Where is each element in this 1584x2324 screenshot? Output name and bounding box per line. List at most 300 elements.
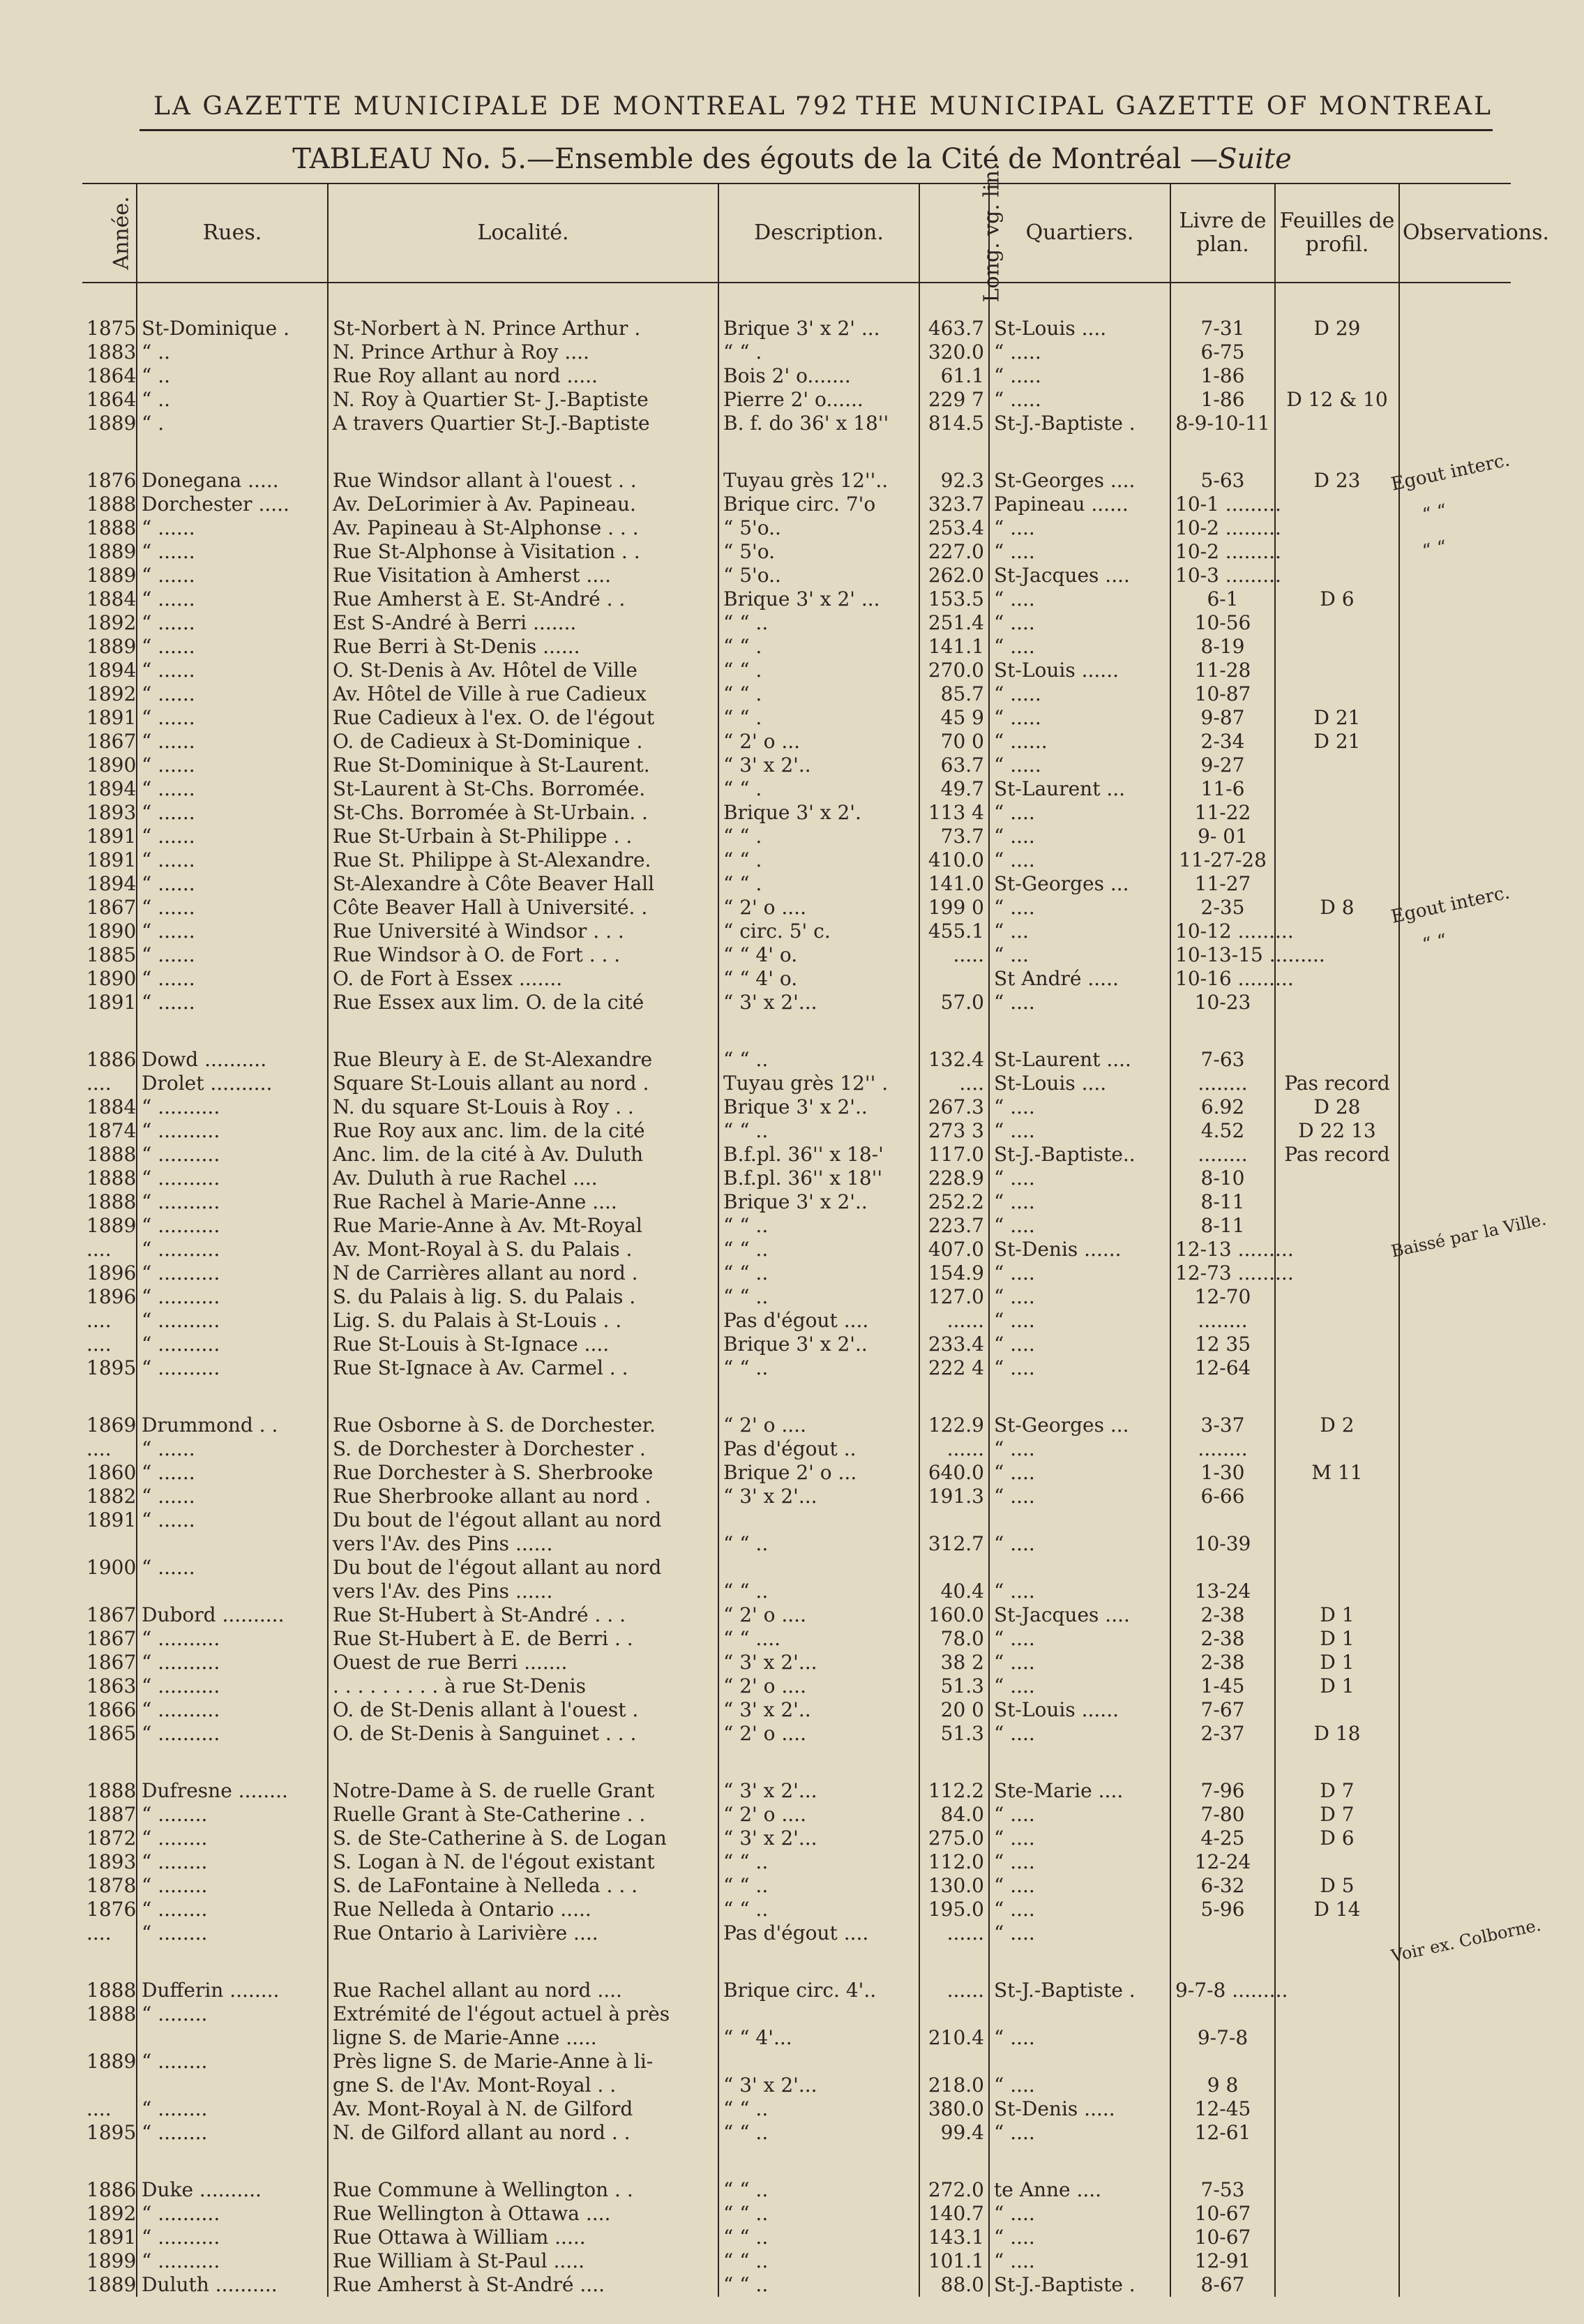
cell-longueur: 88.0	[919, 2273, 989, 2297]
cell-observations	[1399, 1190, 1511, 1214]
cell-description: “ “ ..	[718, 1356, 919, 1380]
cell-longueur: 141.0	[919, 872, 989, 896]
cell-livre-plan: 2-37	[1170, 1722, 1275, 1746]
observation-note: Baissé par la Ville.	[1389, 1209, 1548, 1261]
cell-description: “ 5'o..	[718, 564, 919, 587]
cell-description: Brique circ. 4'..	[718, 1979, 919, 2002]
cell-observations	[1399, 2249, 1511, 2273]
cell-quartier	[989, 2002, 1170, 2026]
cell-livre-plan: 12-13 .........	[1170, 1238, 1275, 1261]
cell-rue: “ ......	[137, 516, 328, 540]
cell-localite: O. de Cadieux à St-Dominique .	[328, 730, 718, 754]
table-row	[82, 801, 1511, 825]
cell-description: “ 3' x 2'...	[718, 1779, 919, 1803]
cell-description: “ “ ..	[718, 1850, 919, 1874]
cell-quartier: “ ....	[989, 2226, 1170, 2249]
cell-description: “ “ ..	[718, 2121, 919, 2145]
cell-observations	[1399, 1485, 1511, 1508]
cell-rue: “ ......	[137, 777, 328, 801]
cell-observations	[1399, 1414, 1511, 1437]
cell-localite: Rue St-Hubert à E. de Berri . .	[328, 1627, 718, 1651]
cell-rue	[137, 1580, 328, 1603]
cell-description: “ “ .	[718, 659, 919, 682]
cell-feuilles-profil: D 1	[1275, 1603, 1399, 1627]
cell-livre-plan: 12-64	[1170, 1356, 1275, 1380]
cell-quartier: “ ....	[989, 2202, 1170, 2226]
cell-rue: “ ..	[137, 340, 328, 364]
cell-longueur: 51.3	[919, 1722, 989, 1746]
cell-localite: S. de LaFontaine à Nelleda . . .	[328, 1874, 718, 1898]
table-row	[82, 2074, 1511, 2097]
cell-observations	[1399, 1167, 1511, 1190]
cell-rue: “ ..........	[137, 1167, 328, 1190]
cell-longueur: 85.7	[919, 682, 989, 706]
cell-longueur: 270.0	[919, 659, 989, 682]
cell-annee: 1874	[86, 1119, 137, 1142]
cell-annee: ....	[86, 2097, 112, 2120]
group-spacer	[82, 1945, 1511, 1979]
cell-annee: 1886	[86, 1048, 137, 1071]
cell-longueur: 312.7	[919, 1532, 989, 1556]
cell-localite: vers l'Av. des Pins ......	[328, 1532, 718, 1556]
cell-rue: “ ......	[137, 1508, 328, 1532]
cell-quartier: “ .....	[989, 682, 1170, 706]
cell-observations	[1399, 1722, 1511, 1746]
cell-observations	[1399, 1580, 1511, 1603]
cell-quartier: “ ....	[989, 1214, 1170, 1238]
cell-longueur: 84.0	[919, 1803, 989, 1827]
cell-description: “ 2' o ....	[718, 1603, 919, 1627]
cell-rue: Dowd ..........	[137, 1048, 328, 1072]
cell-annee: 1889	[86, 1214, 137, 1237]
cell-livre-plan: 3-37	[1170, 1414, 1275, 1437]
cell-feuilles-profil: D 21	[1275, 730, 1399, 754]
cell-rue: “ ..........	[137, 2226, 328, 2249]
cell-quartier: St-J.-Baptiste..	[989, 1143, 1170, 1167]
cell-localite: Rue Amherst à E. St-André . .	[328, 587, 718, 611]
cell-annee: 1888	[86, 1143, 137, 1166]
cell-localite: Av. Mont-Royal à S. du Palais .	[328, 1238, 718, 1261]
cell-livre-plan: 7-96	[1170, 1779, 1275, 1803]
cell-observations	[1399, 920, 1511, 943]
cell-livre-plan: 8-11	[1170, 1190, 1275, 1214]
cell-longueur: 640.0	[919, 1461, 989, 1485]
cell-localite: Rue Marie-Anne à Av. Mt-Royal	[328, 1214, 718, 1238]
cell-annee: 1892	[86, 682, 137, 705]
cell-longueur: 233.4	[919, 1333, 989, 1356]
cell-observations	[1399, 2121, 1511, 2145]
cell-observations	[1399, 825, 1511, 848]
cell-livre-plan: 10-1 .........	[1170, 493, 1275, 516]
cell-quartier: St-J.-Baptiste .	[989, 2273, 1170, 2297]
cell-annee: 1860	[86, 1461, 137, 1484]
table-row	[82, 1603, 1511, 1627]
cell-localite: Notre-Dame à S. de ruelle Grant	[328, 1779, 718, 1803]
cell-description: Brique 3' x 2'..	[718, 1333, 919, 1356]
cell-rue: “ ......	[137, 564, 328, 587]
cell-rue: “ ........	[137, 2097, 328, 2121]
cell-rue: “ ..........	[137, 1309, 328, 1333]
cell-feuilles-profil	[1275, 848, 1399, 872]
table-row	[82, 848, 1511, 872]
cell-quartier: “ ....	[989, 587, 1170, 611]
cell-annee: 1892	[86, 2202, 137, 2225]
cell-rue: “ ......	[137, 943, 328, 967]
cell-feuilles-profil	[1275, 1356, 1399, 1380]
cell-annee: 1885	[86, 943, 137, 966]
cell-livre-plan: 10-67	[1170, 2226, 1275, 2249]
cell-feuilles-profil	[1275, 516, 1399, 540]
cell-annee: 1894	[86, 659, 137, 682]
cell-quartier: St André .....	[989, 967, 1170, 991]
cell-quartier: “ ....	[989, 611, 1170, 635]
cell-observations	[1399, 587, 1511, 611]
cell-observations	[1399, 540, 1511, 564]
cell-rue: “ ......	[137, 991, 328, 1014]
cell-annee: 1863	[86, 1674, 137, 1697]
cell-rue: “ ......	[137, 825, 328, 848]
col-header-longueur: Long. vg. lin.	[919, 183, 989, 283]
cell-observations	[1399, 848, 1511, 872]
cell-localite: Près ligne S. de Marie-Anne à li-	[328, 2050, 718, 2074]
cell-rue: “ .	[137, 412, 328, 435]
cell-longueur	[919, 1556, 989, 1580]
cell-feuilles-profil	[1275, 2121, 1399, 2145]
cell-quartier: “ ....	[989, 1850, 1170, 1874]
cell-localite: Rue Bleury à E. de St-Alexandre	[328, 1048, 718, 1072]
table-row	[82, 1921, 1511, 1945]
cell-description: “ 2' o ....	[718, 1414, 919, 1437]
cell-rue: “ ......	[137, 611, 328, 635]
cell-description: “ “ .	[718, 340, 919, 364]
cell-localite: Rue Ottawa à William .....	[328, 2226, 718, 2249]
cell-livre-plan: 10-13-15 .........	[1170, 943, 1275, 967]
cell-description: “ circ. 5' c.	[718, 920, 919, 943]
table-row	[82, 1627, 1511, 1651]
cell-observations	[1399, 1603, 1511, 1627]
cell-localite: N. Roy à Quartier St- J.-Baptiste	[328, 388, 718, 412]
cell-quartier: “ ....	[989, 1827, 1170, 1850]
cell-feuilles-profil	[1275, 1485, 1399, 1508]
cell-annee: 1883	[86, 340, 137, 363]
cell-rue	[137, 2074, 328, 2097]
cell-observations	[1399, 1698, 1511, 1722]
cell-observations	[1399, 611, 1511, 635]
cell-localite: ligne S. de Marie-Anne .....	[328, 2026, 718, 2050]
cell-longueur: 320.0	[919, 340, 989, 364]
cell-description	[718, 2002, 919, 2026]
cell-description: Bois 2' o.......	[718, 364, 919, 388]
table-row	[82, 540, 1511, 564]
cell-annee: 1890	[86, 920, 137, 943]
table-row	[82, 967, 1511, 991]
cell-rue: Drummond . .	[137, 1414, 328, 1437]
cell-feuilles-profil: D 1	[1275, 1651, 1399, 1674]
cell-localite: Rue Amherst à St-André ....	[328, 2273, 718, 2297]
cell-annee: 1888	[86, 2002, 137, 2025]
cell-description: B.f.pl. 36'' x 18''	[718, 1167, 919, 1190]
cell-observations	[1399, 1072, 1511, 1095]
cell-annee: 1887	[86, 1803, 137, 1826]
cell-description: “ 3' x 2'...	[718, 1651, 919, 1674]
cell-description: Brique circ. 7'o	[718, 493, 919, 516]
cell-observations	[1399, 493, 1511, 516]
cell-feuilles-profil	[1275, 991, 1399, 1014]
cell-annee: 1899	[86, 2249, 137, 2272]
cell-quartier: “ ....	[989, 825, 1170, 848]
cell-localite: Rue Université à Windsor . . .	[328, 920, 718, 943]
cell-description: “ “ ..	[718, 1532, 919, 1556]
cell-annee: 1900	[86, 1556, 137, 1579]
cell-localite: Rue Roy allant au nord .....	[328, 364, 718, 388]
cell-annee: 1888	[86, 1190, 137, 1213]
cell-livre-plan: 7-31	[1170, 317, 1275, 340]
cell-localite: Rue Berri à St-Denis ......	[328, 635, 718, 659]
cell-quartier: “ ....	[989, 1285, 1170, 1309]
cell-annee: 1888	[86, 1167, 137, 1190]
cell-description	[718, 1508, 919, 1532]
cell-feuilles-profil: D 7	[1275, 1803, 1399, 1827]
cell-annee: 1891	[86, 991, 137, 1014]
cell-annee: ....	[86, 1309, 112, 1332]
table-row	[82, 1827, 1511, 1850]
cell-observations	[1399, 1356, 1511, 1380]
cell-observations	[1399, 801, 1511, 825]
cell-localite: O. de St-Denis à Sanguinet . . .	[328, 1722, 718, 1746]
cell-rue: “ ........	[137, 1827, 328, 1850]
cell-observations	[1399, 2178, 1511, 2202]
cell-annee: 1888	[86, 516, 137, 539]
cell-description: “ “ ..	[718, 1119, 919, 1143]
cell-annee: 1889	[86, 564, 137, 587]
cell-description	[718, 1556, 919, 1580]
cell-description: “ “ 4' o.	[718, 967, 919, 991]
cell-rue: “ ..........	[137, 1143, 328, 1167]
col-header-feuilles-profil: Feuilles de profil.	[1275, 183, 1399, 283]
cell-annee: 1875	[86, 317, 137, 340]
cell-rue: “ ......	[137, 682, 328, 706]
observation-note: “ “	[1420, 930, 1449, 956]
cell-localite: Rue St-Urbain à St-Philippe . .	[328, 825, 718, 848]
table-row	[82, 777, 1511, 801]
cell-annee: 1867	[86, 896, 137, 919]
group-spacer	[82, 1380, 1511, 1414]
cell-observations	[1399, 2273, 1511, 2297]
table-row	[82, 1874, 1511, 1898]
cell-localite: Rue St. Philippe à St-Alexandre.	[328, 848, 718, 872]
cell-localite: Rue Cadieux à l'ex. O. de l'égout	[328, 706, 718, 730]
cell-rue: “ ......	[137, 587, 328, 611]
table-row	[82, 730, 1511, 754]
cell-livre-plan: 13-24	[1170, 1580, 1275, 1603]
cell-rue: St-Dominique .	[137, 317, 328, 340]
table-row	[82, 1261, 1511, 1285]
table-row	[82, 340, 1511, 364]
cell-localite: Est S-André à Berri .......	[328, 611, 718, 635]
cell-description: Brique 3' x 2'..	[718, 1190, 919, 1214]
cell-rue: “ ......	[137, 659, 328, 682]
table-row	[82, 2050, 1511, 2074]
cell-feuilles-profil	[1275, 493, 1399, 516]
cell-livre-plan: 11-22	[1170, 801, 1275, 825]
cell-annee: 1878	[86, 1874, 137, 1897]
cell-localite: N de Carrières allant au nord .	[328, 1261, 718, 1285]
cell-quartier: “ ....	[989, 516, 1170, 540]
table-row	[82, 1485, 1511, 1508]
cell-livre-plan: 2-38	[1170, 1627, 1275, 1651]
cell-longueur: 227.0	[919, 540, 989, 564]
cell-longueur: 49.7	[919, 777, 989, 801]
cell-quartier: St-Laurent ....	[989, 1048, 1170, 1072]
cell-observations	[1399, 1437, 1511, 1461]
cell-feuilles-profil	[1275, 1167, 1399, 1190]
cell-localite: Rue William à St-Paul .....	[328, 2249, 718, 2273]
cell-observations	[1399, 777, 1511, 801]
cell-observations	[1399, 659, 1511, 682]
cell-localite: Av. Mont-Royal à N. de Gilford	[328, 2097, 718, 2121]
cell-description: Tuyau grès 12'' .	[718, 1072, 919, 1095]
cell-livre-plan: 11-28	[1170, 659, 1275, 682]
cell-livre-plan: 10-12 .........	[1170, 920, 1275, 943]
cell-annee: 1888	[86, 493, 137, 516]
table-row	[82, 388, 1511, 412]
cell-longueur: 143.1	[919, 2226, 989, 2249]
table-row	[82, 469, 1511, 493]
cell-longueur: 273 3	[919, 1119, 989, 1143]
table-row	[82, 1803, 1511, 1827]
cell-rue: Dubord ..........	[137, 1603, 328, 1627]
table-row	[82, 1285, 1511, 1309]
cell-longueur: 141.1	[919, 635, 989, 659]
cell-localite: Rue Wellington à Ottawa ....	[328, 2202, 718, 2226]
cell-description: “ 3' x 2'..	[718, 754, 919, 777]
cell-longueur: 228.9	[919, 1167, 989, 1190]
cell-feuilles-profil	[1275, 801, 1399, 825]
cell-annee: 1889	[86, 412, 137, 435]
cell-longueur: 253.4	[919, 516, 989, 540]
cell-localite: St-Chs. Borromée à St-Urbain. .	[328, 801, 718, 825]
cell-localite: Av. Papineau à St-Alphonse . . .	[328, 516, 718, 540]
cell-description: “ 3' x 2'...	[718, 2074, 919, 2097]
cell-annee: 1889	[86, 2273, 137, 2296]
cell-feuilles-profil	[1275, 2026, 1399, 2050]
table-row	[82, 2026, 1511, 2050]
cell-observations	[1399, 1827, 1511, 1850]
table-row	[82, 1119, 1511, 1143]
cell-description: “ “ .	[718, 706, 919, 730]
cell-longueur: 99.4	[919, 2121, 989, 2145]
cell-livre-plan: ........	[1170, 1143, 1275, 1167]
cell-annee: 1894	[86, 872, 137, 895]
table-row	[82, 1309, 1511, 1333]
cell-quartier: “ ...	[989, 943, 1170, 967]
cell-livre-plan: 6-1	[1170, 587, 1275, 611]
cell-feuilles-profil: D 7	[1275, 1779, 1399, 1803]
cell-longueur: 70 0	[919, 730, 989, 754]
cell-localite: Rue St-Alphonse à Visitation . .	[328, 540, 718, 564]
cell-livre-plan: 10-56	[1170, 611, 1275, 635]
cell-livre-plan: 4-25	[1170, 1827, 1275, 1850]
observation-note: Egout interc.	[1389, 882, 1512, 928]
cell-localite: S. de Ste-Catherine à S. de Logan	[328, 1827, 718, 1850]
sewer-table	[82, 163, 1550, 2297]
cell-rue: “ ........	[137, 1850, 328, 1874]
cell-longueur: 323.7	[919, 493, 989, 516]
cell-rue: “ ......	[137, 1461, 328, 1485]
table-row	[82, 1674, 1511, 1698]
cell-rue: “ ......	[137, 540, 328, 564]
cell-observations	[1399, 1461, 1511, 1485]
cell-feuilles-profil	[1275, 2249, 1399, 2273]
cell-quartier: St-Georges ...	[989, 1414, 1170, 1437]
cell-livre-plan: 1-30	[1170, 1461, 1275, 1485]
table-row	[82, 2121, 1511, 2145]
cell-longueur: 101.1	[919, 2249, 989, 2273]
cell-feuilles-profil	[1275, 825, 1399, 848]
cell-annee: 1895	[86, 2121, 137, 2144]
table-row	[82, 1167, 1511, 1190]
cell-feuilles-profil	[1275, 412, 1399, 435]
cell-observations	[1399, 2202, 1511, 2226]
cell-quartier: “ ....	[989, 1722, 1170, 1746]
cell-localite: Rue St-Ignace à Av. Carmel . .	[328, 1356, 718, 1380]
cell-longueur: 112.0	[919, 1850, 989, 1874]
cell-quartier: “ ...	[989, 920, 1170, 943]
cell-annee: 1891	[86, 706, 137, 729]
cell-observations	[1399, 1048, 1511, 1072]
table-row	[82, 516, 1511, 540]
cell-longueur: ......	[919, 1309, 989, 1333]
cell-feuilles-profil: D 28	[1275, 1095, 1399, 1119]
observation-note: Egout interc.	[1389, 449, 1512, 495]
cell-quartier: “ .....	[989, 706, 1170, 730]
col-header-description: Description.	[718, 183, 919, 283]
table-row	[82, 611, 1511, 635]
cell-livre-plan: 1-45	[1170, 1674, 1275, 1698]
cell-quartier: St-J.-Baptiste .	[989, 412, 1170, 435]
cell-rue: “ ........	[137, 1803, 328, 1827]
table-row	[82, 635, 1511, 659]
cell-observations	[1399, 943, 1511, 967]
cell-quartier: St-J.-Baptiste .	[989, 1979, 1170, 2002]
cell-longueur: 130.0	[919, 1874, 989, 1898]
cell-feuilles-profil: D 8	[1275, 896, 1399, 920]
cell-observations	[1399, 1285, 1511, 1309]
cell-feuilles-profil: D 23	[1275, 469, 1399, 493]
cell-observations	[1399, 1532, 1511, 1556]
table-row	[82, 991, 1511, 1014]
cell-livre-plan: 9-27	[1170, 754, 1275, 777]
observation-note: “ “	[1420, 537, 1449, 562]
cell-description: B. f. do 36' x 18''	[718, 412, 919, 435]
cell-description: Pas d'égout ....	[718, 1309, 919, 1333]
cell-localite: S. de Dorchester à Dorchester .	[328, 1437, 718, 1461]
cell-longueur: 218.0	[919, 2074, 989, 2097]
cell-rue: “ ......	[137, 801, 328, 825]
cell-localite: Rue Roy aux anc. lim. de la cité	[328, 1119, 718, 1143]
cell-rue: “ ..........	[137, 1214, 328, 1238]
cell-annee: 1884	[86, 587, 137, 610]
cell-livre-plan: 10-2 .........	[1170, 540, 1275, 564]
table-row	[82, 1532, 1511, 1556]
cell-description: “ “ ..	[718, 2097, 919, 2121]
cell-feuilles-profil	[1275, 1532, 1399, 1556]
cell-livre-plan: 8-11	[1170, 1214, 1275, 1238]
cell-livre-plan: ........	[1170, 1437, 1275, 1461]
cell-livre-plan: 1-86	[1170, 364, 1275, 388]
header-right-title: THE MUNICIPAL GAZETTE OF MONTREAL	[856, 92, 1493, 121]
cell-observations	[1399, 2226, 1511, 2249]
